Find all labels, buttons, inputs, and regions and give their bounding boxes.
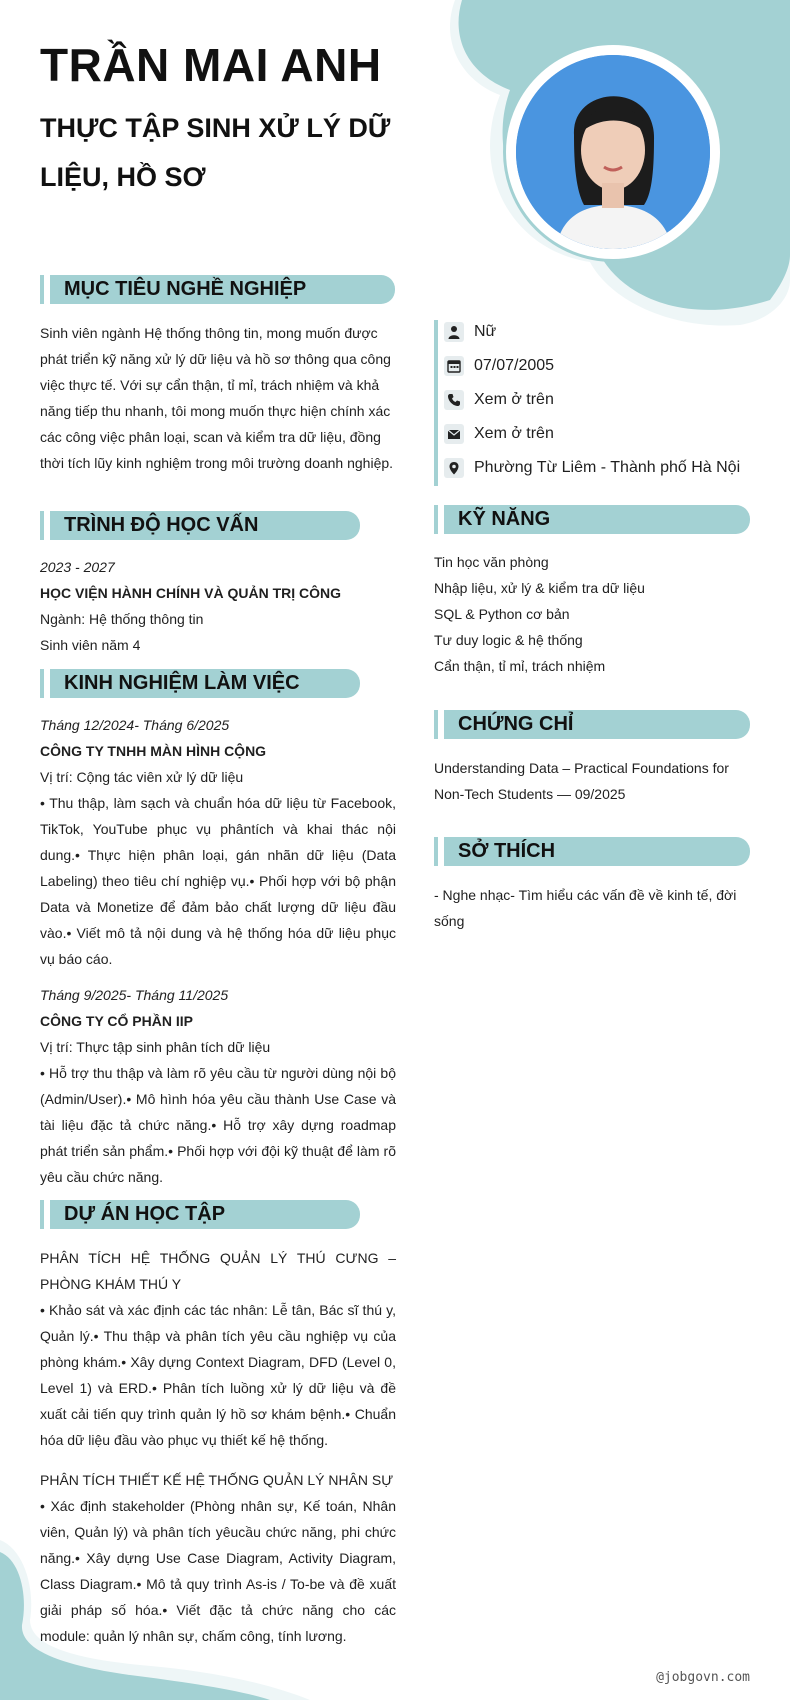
experience-heading [50, 669, 360, 698]
skill-item: Cẩn thận, tỉ mỉ, trách nhiệm [434, 658, 606, 674]
skill-item: Tin học văn phòng [434, 554, 549, 570]
certificates-heading-label: CHỨNG CHỈ [458, 713, 574, 735]
phone-text: Xem ở trên [474, 391, 554, 408]
certificate-text: Understanding Data – Practical Foundations for Non-Tech Students — 09/2025 [434, 760, 729, 802]
job-title: THỰC TẬP SINH XỬ LÝ DỮ LIỆU, HỒ SƠ [40, 113, 391, 192]
profile-photo [516, 55, 710, 249]
experience-period: Tháng 12/2024- Tháng 6/2025 [40, 717, 230, 733]
education-heading [50, 511, 360, 540]
experience-description: • Thu thập, làm sạch và chuẩn hóa dữ liệu từ Facebook, TikTok, YouTube phục vụ phântích và khai thác nội dung.• Thực hiện phân loại, gán nhãn dữ liệu (Data Labeling) theo tiêu chí nghiệp vụ.• Phối hợp với bộ phận Data và Monetize để đảm bảo chất lượng dữ liệu đầu vào.• Viết mô tả nội dung và hệ thống hóa dữ liệu phục vụ báo cáo. [40, 795, 396, 967]
education-block [40, 554, 396, 658]
project-description: • Khảo sát và xác định các tác nhân: Lễ tân, Bác sĩ thú y, Quản lý.• Thu thập và phân tích yêu cầu nghiệp vụ của phòng khám.• Xây dựng Context Diagram, DFD (Level 0, Level 1) và ERD.• Phân tích luồng xử lý dữ liệu và đề xuất cải tiến quy trình quản lý hồ sơ khám bệnh.• Chuẩn hóa dữ liệu đầu vào phục vụ thiết kế hệ thống. [40, 1302, 396, 1448]
contact-address [444, 455, 740, 481]
skill-item: SQL & Python cơ bản [434, 606, 570, 622]
watermark-text: @jobgovn.com [656, 1670, 750, 1685]
project-name: PHÂN TÍCH HỆ THỐNG QUẢN LÝ THÚ CƯNG – PHÒNG KHÁM THÚ Y [40, 1250, 396, 1292]
projects-heading-label: DỰ ÁN HỌC TẬP [64, 1203, 226, 1225]
calendar-icon [444, 356, 464, 376]
candidate-name: TRẦN MAI ANH [40, 39, 382, 91]
education-major: Ngành: Hệ thống thông tin [40, 611, 204, 627]
project-item [40, 1245, 396, 1453]
person-icon [444, 322, 464, 342]
gender-text: Nữ [474, 323, 497, 340]
experience-company: CÔNG TY TNHH MÀN HÌNH CỘNG [40, 743, 267, 759]
hobbies-heading [444, 837, 750, 866]
contact-phone [444, 387, 554, 413]
experience-position: Vị trí: Cộng tác viên xử lý dữ liệu [40, 769, 244, 785]
education-heading-label: TRÌNH ĐỘ HỌC VẤN [64, 514, 259, 536]
experience-position: Vị trí: Thực tập sinh phân tích dữ liệu [40, 1039, 271, 1055]
contact-email [444, 421, 554, 447]
project-item [40, 1467, 396, 1649]
contact-gender [444, 319, 496, 345]
education-school: HỌC VIỆN HÀNH CHÍNH VÀ QUẢN TRỊ CÔNG [40, 585, 342, 601]
skills-heading-label: KỸ NĂNG [458, 508, 551, 530]
address-text: Phường Từ Liêm - Thành phố Hà Nội [474, 459, 741, 476]
education-period: 2023 - 2027 [40, 559, 115, 575]
project-name: PHÂN TÍCH THIẾT KẾ HỆ THỐNG QUẢN LÝ NHÂN SỰ [40, 1472, 394, 1488]
objective-text: Sinh viên ngành Hệ thống thông tin, mong muốn được phát triển kỹ năng xử lý dữ liệu và hồ sơ thông qua công việc thực tế. Với sự cẩn thận, tỉ mỉ, trách nhiệm và khả năng tiếp thu nhanh, tôi mong muốn thực hiện chính xác các công việc phân loại, scan và kiểm tra dữ liệu, đồng thời tích lũy kinh nghiệm trong môi trường doanh nghiệp. [40, 325, 394, 471]
skill-item: Tư duy logic & hệ thống [434, 632, 583, 648]
email-text: Xem ở trên [474, 425, 554, 442]
experience-company: CÔNG TY CỔ PHẦN IIP [40, 1013, 193, 1029]
mail-icon [444, 424, 464, 444]
contact-accent-bar [434, 320, 438, 486]
hobbies-text: - Nghe nhạc- Tìm hiểu các vấn đề về kinh tế, đời sống [434, 887, 737, 929]
profile-photo-frame [503, 42, 723, 262]
birthdate-text: 07/07/2005 [474, 357, 555, 374]
experience-heading-label: KINH NGHIỆM LÀM VIỆC [64, 672, 300, 694]
project-description: • Xác định stakeholder (Phòng nhân sự, Kế toán, Nhân viên, Quản lý) và phân tích yêucầu chức năng, phi chức năng.• Xây dựng Use Case Diagram, Activity Diagram, Class Diagram.• Mô tả quy trình As-is / To-be và đề xuất giải pháp số hóa.• Viết đặc tả chức năng cho các module: quản lý nhân sự, chấm công, tính lương. [40, 1498, 396, 1644]
certificates-heading [444, 710, 750, 739]
hobbies-heading-label: SỞ THÍCH [458, 840, 556, 862]
experience-description: • Hỗ trợ thu thập và làm rõ yêu cầu từ người dùng nội bộ (Admin/User).• Mô hình hóa yêu cầu thành Use Case và tài liệu đặc tả chức năng.• Hỗ trợ xây dựng roadmap phát triển sản phẩm.• Phối hợp với đội kỹ thuật để làm rõ yêu cầu chức năng. [40, 1065, 396, 1185]
education-year: Sinh viên năm 4 [40, 637, 141, 653]
skills-heading [444, 505, 750, 534]
experience-item [40, 982, 396, 1190]
contact-birthdate [444, 353, 554, 379]
experience-item [40, 712, 396, 972]
projects-heading [50, 1200, 360, 1229]
objective-heading [50, 275, 395, 304]
skill-item: Nhập liệu, xử lý & kiểm tra dữ liệu [434, 580, 645, 596]
phone-icon [444, 390, 464, 410]
skills-list [434, 549, 754, 679]
objective-heading-label: MỤC TIÊU NGHỀ NGHIỆP [64, 278, 307, 300]
location-pin-icon [444, 458, 464, 478]
experience-period: Tháng 9/2025- Tháng 11/2025 [40, 987, 229, 1003]
